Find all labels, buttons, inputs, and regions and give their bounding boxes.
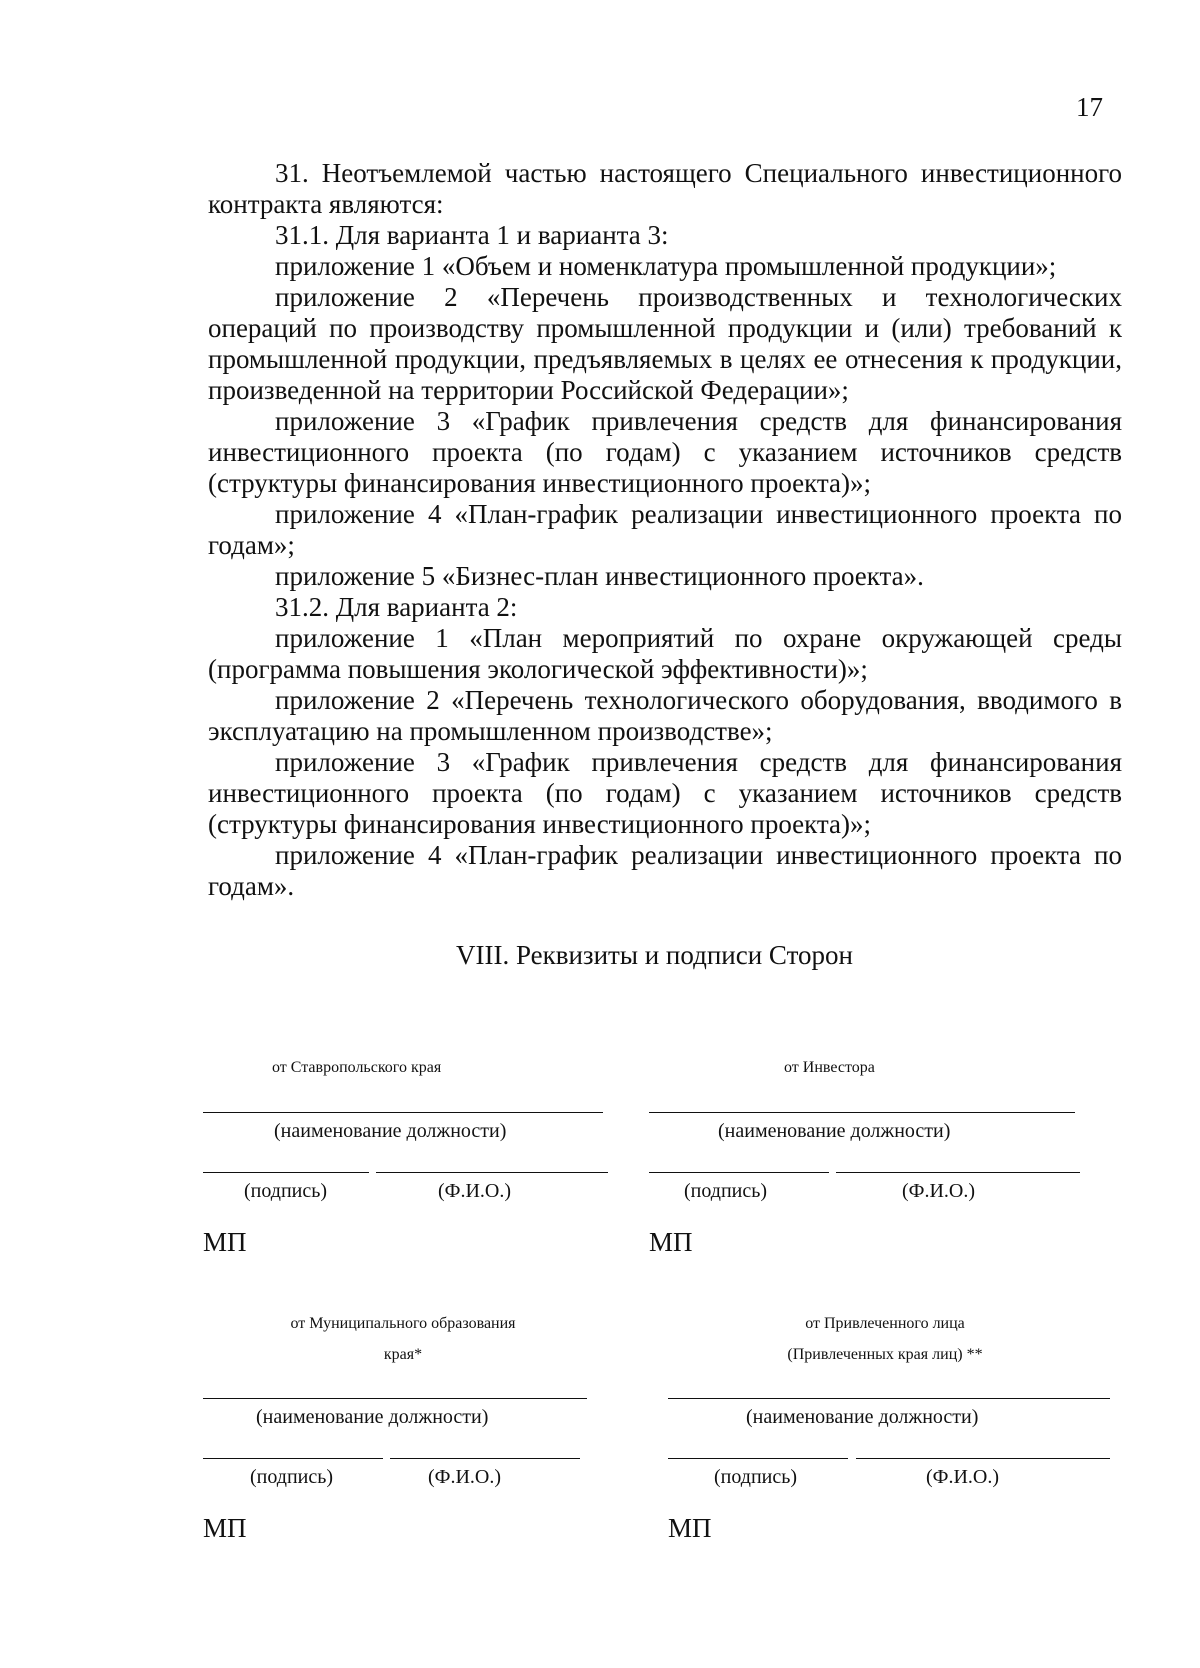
- signature-line: [649, 1172, 829, 1173]
- signature-caption: (подпись): [684, 1180, 768, 1202]
- signature-line: [203, 1458, 383, 1459]
- position-caption: (наименование должности): [274, 1120, 507, 1142]
- paragraph-31-2: 31.2. Для варианта 2:: [275, 592, 518, 622]
- party-name-line-1: от Муниципального образования: [290, 1315, 516, 1332]
- v2-appendix-2: приложение 2 «Перечень технологического оборудования, вводимого в эксплуатацию на промышленном производстве»;: [208, 685, 1122, 746]
- position-line: [668, 1398, 1110, 1399]
- position-caption: (наименование должности): [256, 1406, 489, 1428]
- section-title: VIII. Реквизиты и подписи Сторон: [456, 940, 853, 970]
- v1-appendix-3: приложение 3 «График привлечения средств для финансирования инвестиционного проекта (по годам) с указанием источников средств (структуры финансирования инвестиционного проекта)»;: [208, 406, 1122, 498]
- fio-caption: (Ф.И.О.): [926, 1466, 1000, 1488]
- paragraph-31: 31. Неотъемлемой частью настоящего Специального инвестиционного контракта являются:: [208, 158, 1122, 219]
- party-name-line-1: от Привлеченного лица: [805, 1315, 965, 1332]
- v2-appendix-4: приложение 4 «План-график реализации инвестиционного проекта по годам».: [208, 840, 1122, 901]
- position-caption: (наименование должности): [718, 1120, 951, 1142]
- party-name-line-2: (Привлеченных края лиц) **: [787, 1346, 983, 1363]
- signature-line: [203, 1172, 369, 1173]
- position-line: [649, 1112, 1075, 1113]
- paragraph-31-1: 31.1. Для варианта 1 и варианта 3:: [275, 220, 669, 250]
- fio-line: [856, 1458, 1110, 1459]
- seal-mark: МП: [203, 1513, 247, 1543]
- page-number: 17: [1076, 92, 1103, 122]
- party-name: [203, 1308, 603, 1370]
- v1-appendix-1: приложение 1 «Объем и номенклатура промышленной продукции»;: [275, 251, 1057, 281]
- party-name: [665, 1308, 1105, 1370]
- fio-line: [836, 1172, 1080, 1173]
- seal-mark: МП: [203, 1227, 247, 1257]
- party-name-line-2: края*: [383, 1346, 423, 1363]
- v1-appendix-4: приложение 4 «План-график реализации инвестиционного проекта по годам»;: [208, 499, 1122, 560]
- v2-appendix-1: приложение 1 «План мероприятий по охране окружающей среды (программа повышения экологической эффективности)»;: [208, 623, 1122, 684]
- fio-caption: (Ф.И.О.): [428, 1466, 502, 1488]
- fio-line: [390, 1458, 580, 1459]
- position-line: [203, 1398, 587, 1399]
- seal-mark: МП: [649, 1227, 693, 1257]
- fio-caption: (Ф.И.О.): [438, 1180, 512, 1202]
- signature-caption: (подпись): [244, 1180, 328, 1202]
- v2-appendix-3: приложение 3 «График привлечения средств для финансирования инвестиционного проекта (по годам) с указанием источников средств (структуры финансирования инвестиционного проекта)»;: [208, 747, 1122, 839]
- contract-text: [208, 158, 1122, 902]
- party-name: от Инвестора: [784, 1059, 875, 1076]
- position-caption: (наименование должности): [746, 1406, 979, 1428]
- v1-appendix-2: приложение 2 «Перечень производственных и технологических операций по производству промышленной продукции и (или) требований к промышленной продукции, предъявляемых в целях ее отнесения к продукции, произведенной на территории Российской Федерации»;: [208, 282, 1122, 405]
- seal-mark: МП: [668, 1513, 712, 1543]
- signature-line: [668, 1458, 848, 1459]
- signature-caption: (подпись): [250, 1466, 334, 1488]
- signature-caption: (подпись): [714, 1466, 798, 1488]
- v1-appendix-5: приложение 5 «Бизнес-план инвестиционного проекта».: [275, 561, 924, 591]
- position-line: [203, 1112, 603, 1113]
- fio-caption: (Ф.И.О.): [902, 1180, 976, 1202]
- party-name: от Ставропольского края: [272, 1059, 442, 1076]
- fio-line: [376, 1172, 608, 1173]
